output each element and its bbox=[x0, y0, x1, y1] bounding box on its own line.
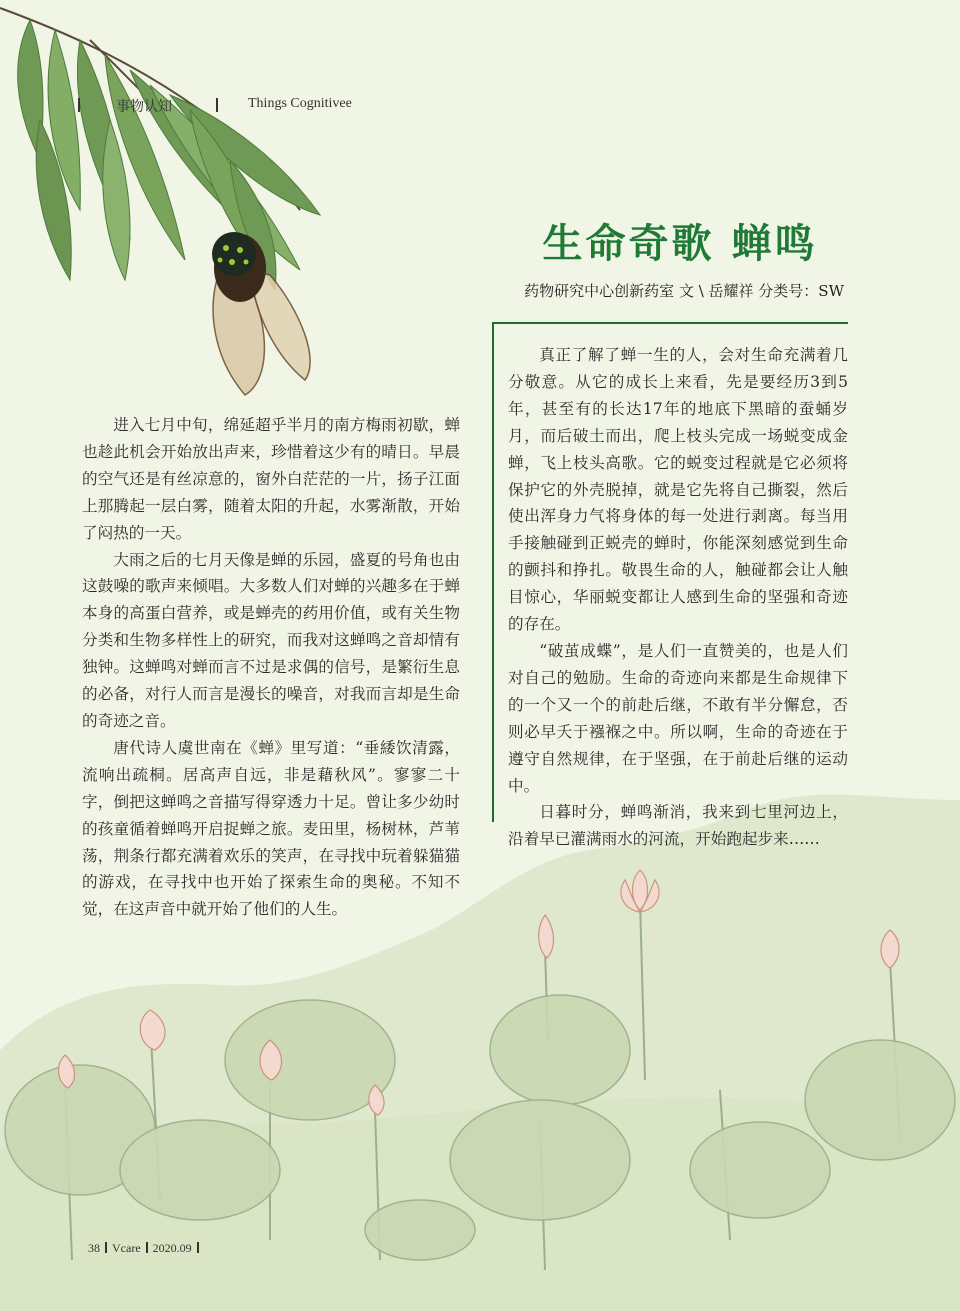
paragraph: 进入七月中旬，绵延超乎半月的南方梅雨初歇，蝉也趁此机会开始放出声来，珍惜着这少有的晴日。早晨的空气还是有丝凉意的，窗外白茫茫的一片，扬子江面上那腾起一层白雾，随着太阳的升起，水雾渐散，开始了闷热的一天。 bbox=[82, 416, 460, 542]
paragraph: 大雨之后的七月天像是蝉的乐园，盛夏的号角也由这鼓噪的歌声来倾唱。大多数人们对蝉的兴趣多在于蝉本身的高蛋白营养，或是蝉壳的药用价值，或有关生物分类和生物多样性上的研究，而我对这蝉鸣之音却情有独钟。这蝉鸣对蝉而言不过是求偶的信号，是繁衍生息的必备，对行人而言是漫长的噪音，对我而言却是生命的奇迹之音。 bbox=[82, 550, 460, 730]
left-column bbox=[82, 412, 460, 923]
page-number: 38 bbox=[88, 1241, 100, 1255]
article-title: 生命奇歌 蝉鸣 bbox=[542, 221, 818, 267]
section-name-en: Things Cognitivee bbox=[248, 96, 352, 111]
paragraph: “破茧成蝶”，是人们一直赞美的，也是人们对自己的勉励。生命的奇迹向来都是生命规律下的一个又一个的前赴后继，不敢有半分懈怠，否则必早夭于襁褓之中。所以啊，生命的奇迹在于遵守自然规律，在于坚强，在于前赴后继的运动中。 bbox=[508, 641, 848, 795]
right-column bbox=[508, 342, 848, 853]
paragraph: 日暮时分，蝉鸣渐消，我来到七里河边上，沿着早已灌满雨水的河流，开始跑起步来…… bbox=[508, 803, 848, 849]
cicada-drawing bbox=[212, 232, 310, 395]
willow-leaves bbox=[18, 20, 320, 290]
header-divider bbox=[216, 98, 218, 112]
article-byline: 药物研究中心创新药室 文 \ 岳耀祥 分类号：SW bbox=[524, 282, 844, 300]
willow-cicada-illustration bbox=[0, 0, 340, 400]
footer-divider bbox=[105, 1242, 107, 1253]
paragraph: 真正了解了蝉一生的人，会对生命充满着几分敬意。从它的成长上来看，先是要经历3到5年，甚至有的长达17年的地底下黑暗的蚕蛹岁月，而后破土而出，爬上枝头完成一场蜕变成金蝉，飞上枝头高歌。它的蜕变过程就是它必须将保护它的外壳脱掉，就是它先将自己撕裂，然后使出浑身力气将身体的每一处进行剥离。每当用手接触碰到正蜕壳的蝉时，你能深刻感觉到生命的颤抖和挣扎。敬畏生命的人，触碰都会让人触目惊心，华丽蜕变都让人感到生命的坚强和奇迹的存在。 bbox=[508, 346, 848, 634]
magazine-name: Vcare bbox=[112, 1241, 141, 1255]
header-divider bbox=[78, 98, 80, 112]
page-footer bbox=[88, 1241, 204, 1256]
section-name-cn: 事物认知 bbox=[116, 99, 172, 115]
issue-date: 2020.09 bbox=[152, 1241, 192, 1255]
paragraph: 唐代诗人虞世南在《蝉》里写道：“垂緌饮清露，流响出疏桐。居高声自远，非是藉秋风”。寥寥二十字，倒把这蝉鸣之音描写得穿透力十足。曾让多少幼时的孩童循着蝉鸣开启捉蝉之旅。麦田里，杨树林，芦苇荡，荆条行都充满着欢乐的笑声，在寻找中玩着躲猫猫的游戏，在寻找中也开始了探索生命的奥秘。不知不觉，在这声音中就开始了他们的人生。 bbox=[82, 738, 460, 919]
footer-divider bbox=[146, 1242, 148, 1253]
footer-divider bbox=[197, 1242, 199, 1253]
